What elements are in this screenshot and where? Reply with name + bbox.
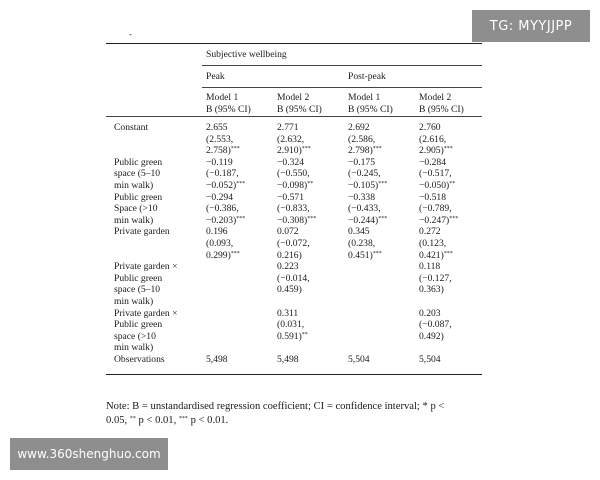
table-note (106, 400, 496, 428)
site-watermark: www.360shenghuo.com (10, 438, 168, 470)
period-post-peak: Post-peak (348, 71, 386, 82)
table-cell: 5,504 (419, 354, 441, 365)
coef-value: −0.119 (206, 156, 233, 168)
coef-value: 0.203 (419, 307, 441, 319)
ci-upper-value: −0.050) (419, 180, 450, 191)
table-cell: 5,504 (348, 354, 370, 365)
ci-upper-value: −0.244) (348, 214, 379, 226)
significance-stars: *** (372, 146, 382, 153)
coef-value: 0.272 (419, 226, 441, 238)
row-label: Private garden × (114, 307, 178, 319)
significance-stars: ** (301, 331, 308, 338)
ci-upper-value: 2.798) (348, 145, 373, 157)
estimate-label: B (95% CI) (277, 103, 322, 115)
note-sup-double: ** (129, 416, 136, 422)
ci-upper-value: −0.052) (206, 180, 237, 191)
ci-upper-value: −0.247) (419, 214, 450, 226)
model-label: Model 1 (348, 92, 381, 103)
table-rule (202, 87, 482, 88)
table-rule (106, 374, 482, 375)
telegram-watermark: TG: MYYJJPP (472, 10, 590, 42)
estimate-label: B (95% CI) (206, 103, 251, 115)
estimate-label: B (95% CI) (419, 103, 464, 115)
ci-lower: (−0.245, (348, 168, 381, 180)
estimate-label: B (95% CI) (348, 103, 393, 115)
ci-upper-value: 0.421) (419, 249, 444, 261)
significance-stars: *** (236, 215, 246, 222)
row-label: space (5–10 (114, 168, 161, 180)
ci-upper-value: −0.203) (206, 214, 237, 226)
regression-table (106, 43, 482, 376)
ci-upper (419, 145, 453, 157)
ci-upper (277, 331, 308, 343)
ci-upper (419, 180, 455, 192)
ci-upper (277, 250, 302, 262)
ci-upper (419, 284, 444, 296)
note-line-1: Note: B = unstandardised regression coefficient; CI = confidence interval; * p < (106, 401, 445, 412)
significance-stars: *** (236, 181, 246, 187)
table-rule (106, 43, 482, 44)
table-cell: 5,498 (277, 354, 299, 365)
coef-value: 2.771 (277, 122, 299, 133)
ci-lower: (−0.550, (277, 168, 310, 180)
coef-value: 0.223 (277, 261, 299, 273)
ci-lower: (−0.833, (277, 203, 310, 215)
significance-stars: *** (443, 146, 453, 153)
ci-upper (348, 250, 382, 262)
coef-value: 2.655 (206, 122, 228, 133)
ci-lower: (−0.127, (419, 272, 452, 284)
group-header: Subjective wellbeing (206, 49, 287, 60)
table-rule (106, 116, 482, 117)
row-label: Public green (114, 191, 163, 203)
ci-upper (206, 145, 240, 157)
ci-upper (277, 284, 302, 296)
ci-upper-value: −0.098) (277, 180, 308, 191)
ci-upper-value: 0.299) (206, 249, 231, 261)
ci-lower: (0.238, (348, 238, 376, 249)
significance-stars: ** (307, 181, 314, 187)
coef-value: −0.175 (348, 156, 375, 168)
ci-lower: (−0.517, (419, 168, 452, 180)
table-cell: 5,498 (206, 354, 228, 365)
note-p005: 0.05, (106, 415, 128, 426)
significance-stars: *** (443, 250, 453, 257)
ci-upper (277, 145, 311, 157)
model-label: Model 1 (206, 92, 239, 103)
significance-stars: *** (378, 181, 388, 187)
row-label: Public green (114, 319, 163, 331)
ci-lower: (0.031, (277, 319, 305, 331)
coef-value: 0.072 (277, 226, 299, 238)
ci-upper-value: 2.758) (206, 145, 231, 157)
ci-upper (206, 250, 240, 262)
row-label: Space (>10 (114, 203, 158, 215)
note-p001-b: p < 0.01. (190, 415, 229, 426)
ci-upper (206, 215, 245, 227)
ci-upper (348, 145, 382, 157)
ci-upper (419, 215, 458, 227)
row-label: min walk) (114, 180, 154, 191)
stray-mark: - (129, 29, 132, 39)
ci-upper (206, 180, 245, 192)
significance-stars: *** (372, 250, 382, 257)
coef-value: −0.571 (277, 191, 304, 203)
ci-lower: (−0.087, (419, 319, 452, 331)
ci-lower: (−0.014, (277, 272, 310, 284)
significance-stars: *** (230, 250, 240, 257)
model-label: Model 2 (419, 92, 452, 103)
row-label: Constant (114, 122, 149, 133)
ci-lower: (0.123, (419, 238, 447, 249)
significance-stars: *** (230, 146, 240, 153)
significance-stars: *** (301, 146, 311, 153)
row-label: min walk) (114, 296, 154, 307)
row-label: min walk) (114, 342, 154, 354)
ci-upper-value: 2.905) (419, 145, 444, 157)
row-label: Private garden × (114, 261, 178, 273)
ci-lower: (2.616, (419, 133, 447, 145)
row-label: Public green (114, 272, 163, 284)
ci-upper-value: 0.492) (419, 330, 444, 342)
significance-stars: *** (449, 215, 459, 222)
row-label: min walk) (114, 214, 154, 226)
ci-lower: (2.586, (348, 133, 376, 145)
note-p001-a: p < 0.01, (138, 415, 177, 426)
ci-upper-value: 0.591) (277, 330, 302, 342)
coef-value: −0.518 (419, 191, 446, 203)
coef-value: 0.196 (206, 226, 228, 238)
ci-upper-value: 0.216) (277, 249, 302, 261)
ci-upper-value: −0.105) (348, 180, 379, 191)
coef-value: −0.284 (419, 156, 446, 168)
ci-lower: (2.632, (277, 133, 305, 145)
note-sup-triple: *** (178, 416, 188, 422)
ci-upper-value: 0.459) (277, 284, 302, 296)
ci-upper (277, 215, 316, 227)
coef-value: 0.118 (419, 261, 441, 273)
period-peak: Peak (206, 71, 225, 82)
row-label: Observations (114, 354, 165, 365)
ci-upper (419, 331, 444, 343)
coef-value: 0.345 (348, 226, 370, 238)
ci-lower: (−0.386, (206, 203, 239, 215)
ci-lower: (−0.072, (277, 238, 310, 249)
coef-value: 2.692 (348, 122, 370, 133)
model-label: Model 2 (277, 92, 310, 103)
row-label: space (>10 (114, 330, 156, 342)
significance-stars: ** (449, 181, 456, 187)
coef-value: −0.338 (348, 191, 375, 203)
ci-upper (348, 215, 387, 227)
ci-lower: (2.553, (206, 133, 234, 145)
coef-value: 2.760 (419, 122, 441, 133)
ci-upper-value: 0.363) (419, 284, 444, 296)
ci-upper (277, 180, 313, 192)
ci-lower: (−0.789, (419, 203, 452, 215)
ci-upper (348, 180, 387, 192)
ci-upper-value: −0.308) (277, 214, 308, 226)
significance-stars: *** (307, 215, 317, 222)
ci-lower: (−0.433, (348, 203, 381, 215)
coef-value: 0.311 (277, 307, 299, 319)
ci-upper (419, 250, 453, 262)
row-label: Public green (114, 156, 163, 168)
row-label: Private garden (114, 226, 170, 238)
coef-value: −0.294 (206, 191, 233, 203)
note-line-2 (106, 414, 496, 428)
ci-lower: (0.093, (206, 238, 234, 249)
row-label: space (5–10 (114, 284, 161, 296)
significance-stars: *** (378, 215, 388, 222)
ci-upper-value: 2.910) (277, 145, 302, 157)
ci-lower: (−0.187, (206, 168, 239, 180)
table-rule (202, 65, 482, 66)
coef-value: −0.324 (277, 156, 304, 168)
ci-upper-value: 0.451) (348, 249, 373, 261)
